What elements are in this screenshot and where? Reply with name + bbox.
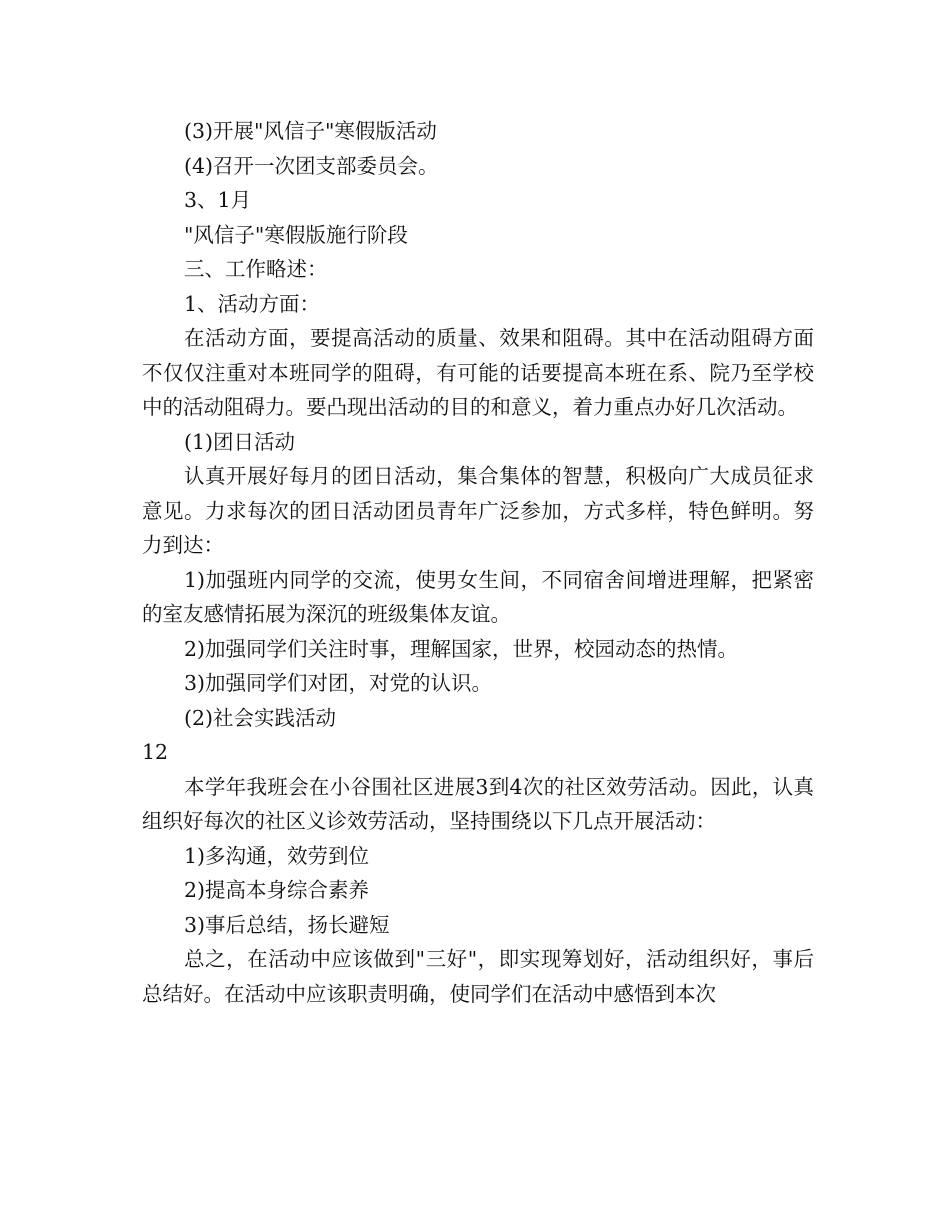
- list-item: 2)提高本身综合素养: [184, 878, 370, 902]
- list-item: 1)多沟通，效劳到位: [184, 843, 370, 868]
- document-body: [142, 114, 814, 1011]
- list-item: 1)加强班内同学的交流，使男女生间，不同宿舍间增进理解，把紧密的室友感情拓展为深沉的班级集体友谊。: [142, 567, 814, 626]
- section-heading: 三、工作略述：: [184, 257, 328, 281]
- section-heading: 1、活动方面：: [184, 291, 321, 316]
- section-heading: (1)团日活动: [184, 429, 296, 454]
- paragraph: 总之，在活动中应该做到"三好"，即实现筹划好，活动组织好，事后总结好。在活动中应该职责明确，使同学们在活动中感悟到本次: [142, 947, 814, 1006]
- list-item: (4)召开一次团支部委员会。: [184, 153, 439, 178]
- section-heading: (2)社会实践活动: [184, 705, 337, 730]
- paragraph: 本学年我班会在小谷围社区进展3到4次的社区效劳活动。因此，认真组织好每次的社区义诊效劳活动，坚持围绕以下几点开展活动：: [142, 774, 814, 833]
- section-heading: 3、1月: [184, 188, 252, 212]
- page-number: 12: [142, 740, 169, 764]
- paragraph: 在活动方面，要提高活动的质量、效果和阻碍。其中在活动阻碍方面不仅仅注重对本班同学的阻碍，有可能的话要提高本班在系、院乃至学校中的活动阻碍力。要凸现出活动的目的和意义，着力重点办好几次活动。: [142, 326, 814, 419]
- list-item: 2)加强同学们关注时事，理解国家，世界，校园动态的热情。: [184, 636, 739, 661]
- list-item: 3)事后总结，扬长避短: [184, 912, 390, 937]
- paragraph: "风信子"寒假版施行阶段: [184, 222, 408, 247]
- paragraph: 认真开展好每月的团日活动，集合集体的智慧，积极向广大成员征求意见。力求每次的团日活动团员青年广泛参加，方式多样，特色鲜明。努力到达：: [142, 464, 814, 557]
- list-item: 3)加强同学们对团，对党的认识。: [184, 671, 493, 695]
- list-item: (3)开展"风信子"寒假版活动: [184, 119, 437, 143]
